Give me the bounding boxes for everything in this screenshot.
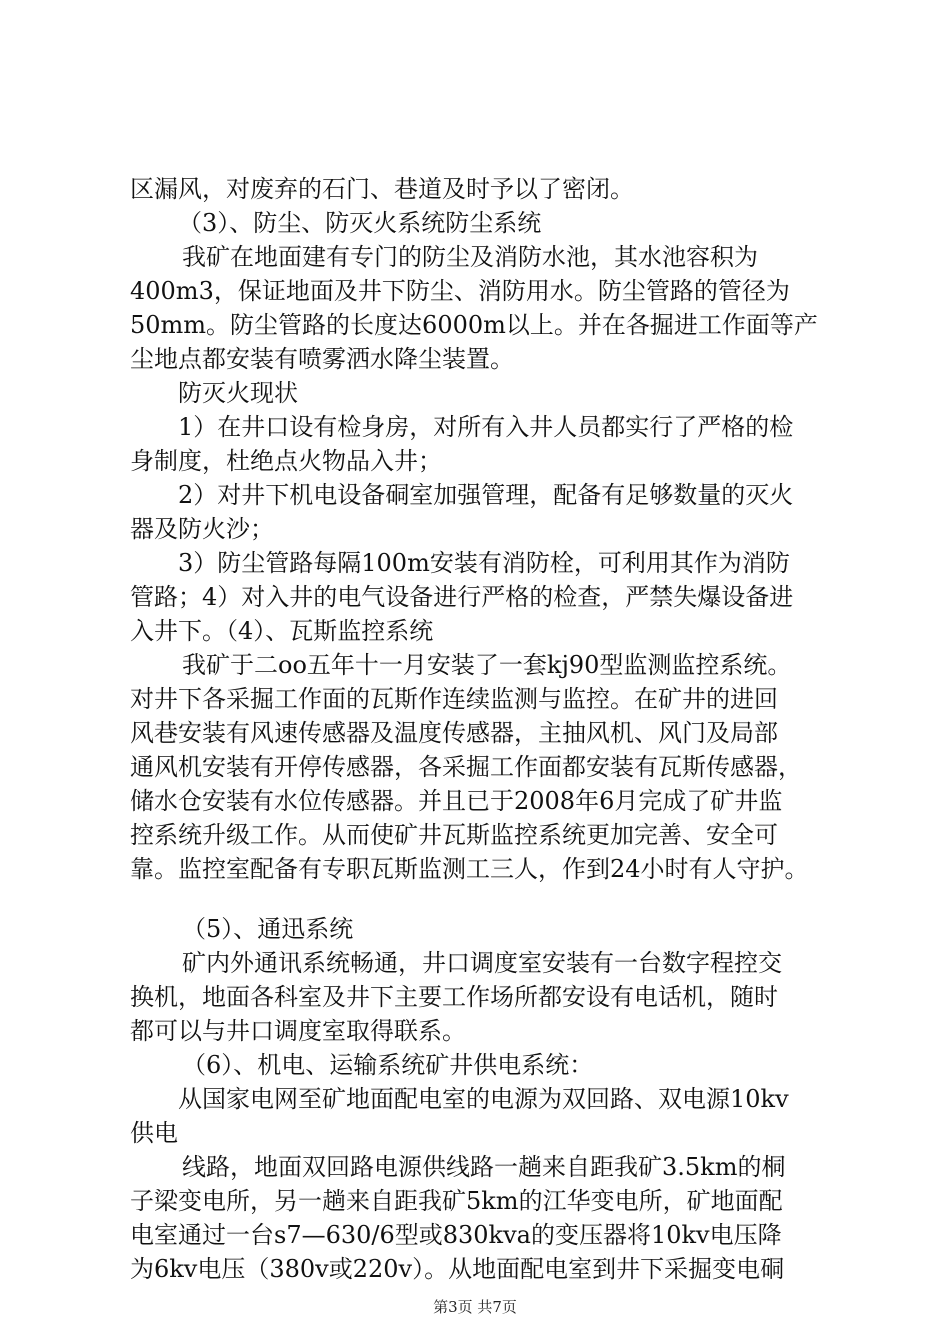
paragraph-line: 供电 (130, 1119, 178, 1147)
paragraph-line: 换机，地面各科室及井下主要工作场所都安设有电话机，随时 (130, 983, 778, 1011)
paragraph-line: 器及防火沙； (130, 515, 274, 543)
paragraph-line: 风巷安装有风速传感器及温度传感器，主抽风机、风门及局部 (130, 719, 778, 747)
paragraph-line: 线路，地面双回路电源供线路一趟来自距我矿3.5km的桐 (182, 1153, 786, 1181)
paragraph-line: 400m3，保证地面及井下防尘、消防用水。防尘管路的管径为 (130, 277, 790, 305)
paragraph-line: 矿内外通讯系统畅通，井口调度室安装有一台数字程控交 (182, 949, 782, 977)
paragraph-line: 靠。监控室配备有专职瓦斯监测工三人，作到24小时有人守护。 (130, 855, 809, 883)
paragraph-line: 2）对井下机电设备硐室加强管理，配备有足够数量的灭火 (178, 481, 794, 509)
paragraph-line: 对井下各采掘工作面的瓦斯作连续监测与监控。在矿井的进回 (130, 685, 778, 713)
paragraph-line: 入井下。（4）、瓦斯监控系统 (130, 617, 434, 645)
paragraph-line: 我矿于二oo五年十一月安装了一套kj90型监测监控系统。 (182, 651, 792, 679)
paragraph-line: 都可以与井口调度室取得联系。 (130, 1017, 466, 1045)
section-heading: （6）、机电、运输系统矿井供电系统： (182, 1051, 594, 1079)
paragraph-line: 区漏风，对废弃的石门、巷道及时予以了密闭。 (130, 175, 634, 203)
paragraph-line: 电室通过一台s7—630/6型或830kva的变压器将10kv电压降 (130, 1221, 782, 1249)
paragraph-line: 储水仓安装有水位传感器。并且已于2008年6月完成了矿井监 (130, 787, 783, 815)
paragraph-line: 控系统升级工作。从而使矿井瓦斯监控系统更加完善、安全可 (130, 821, 778, 849)
paragraph-line: 身制度，杜绝点火物品入井； (130, 447, 442, 475)
section-heading: （5）、通迅系统 (182, 915, 354, 943)
subheading: 防灭火现状 (178, 379, 298, 407)
paragraph-line: 尘地点都安装有喷雾洒水降尘装置。 (130, 345, 514, 373)
paragraph-line: 为6kv电压（380v或220v）。从地面配电室到井下采掘变电硐 (130, 1255, 785, 1283)
paragraph-line: 通风机安装有开停传感器，各采掘工作面都安装有瓦斯传感器， (130, 753, 802, 781)
paragraph-line: 子梁变电所，另一趟来自距我矿5km的江华变电所，矿地面配 (130, 1187, 783, 1215)
paragraph-line: 3）防尘管路每隔100m安装有消防栓，可利用其作为消防 (178, 549, 790, 577)
paragraph-line: 50mm。防尘管路的长度达6000m以上。并在各掘进工作面等产 (130, 311, 818, 339)
page-footer: 第3页 共7页 (433, 1298, 517, 1316)
paragraph-line: 我矿在地面建有专门的防尘及消防水池，其水池容积为 (182, 243, 758, 271)
paragraph-line: 管路；4）对入井的电气设备进行严格的检查，严禁失爆设备进 (130, 583, 794, 611)
paragraph-line: 从国家电网至矿地面配电室的电源为双回路、双电源10kv (178, 1085, 789, 1113)
section-heading: （3）、防尘、防灭火系统防尘系统 (178, 209, 542, 237)
paragraph-line: 1）在井口设有检身房，对所有入井人员都实行了严格的检 (178, 413, 794, 441)
